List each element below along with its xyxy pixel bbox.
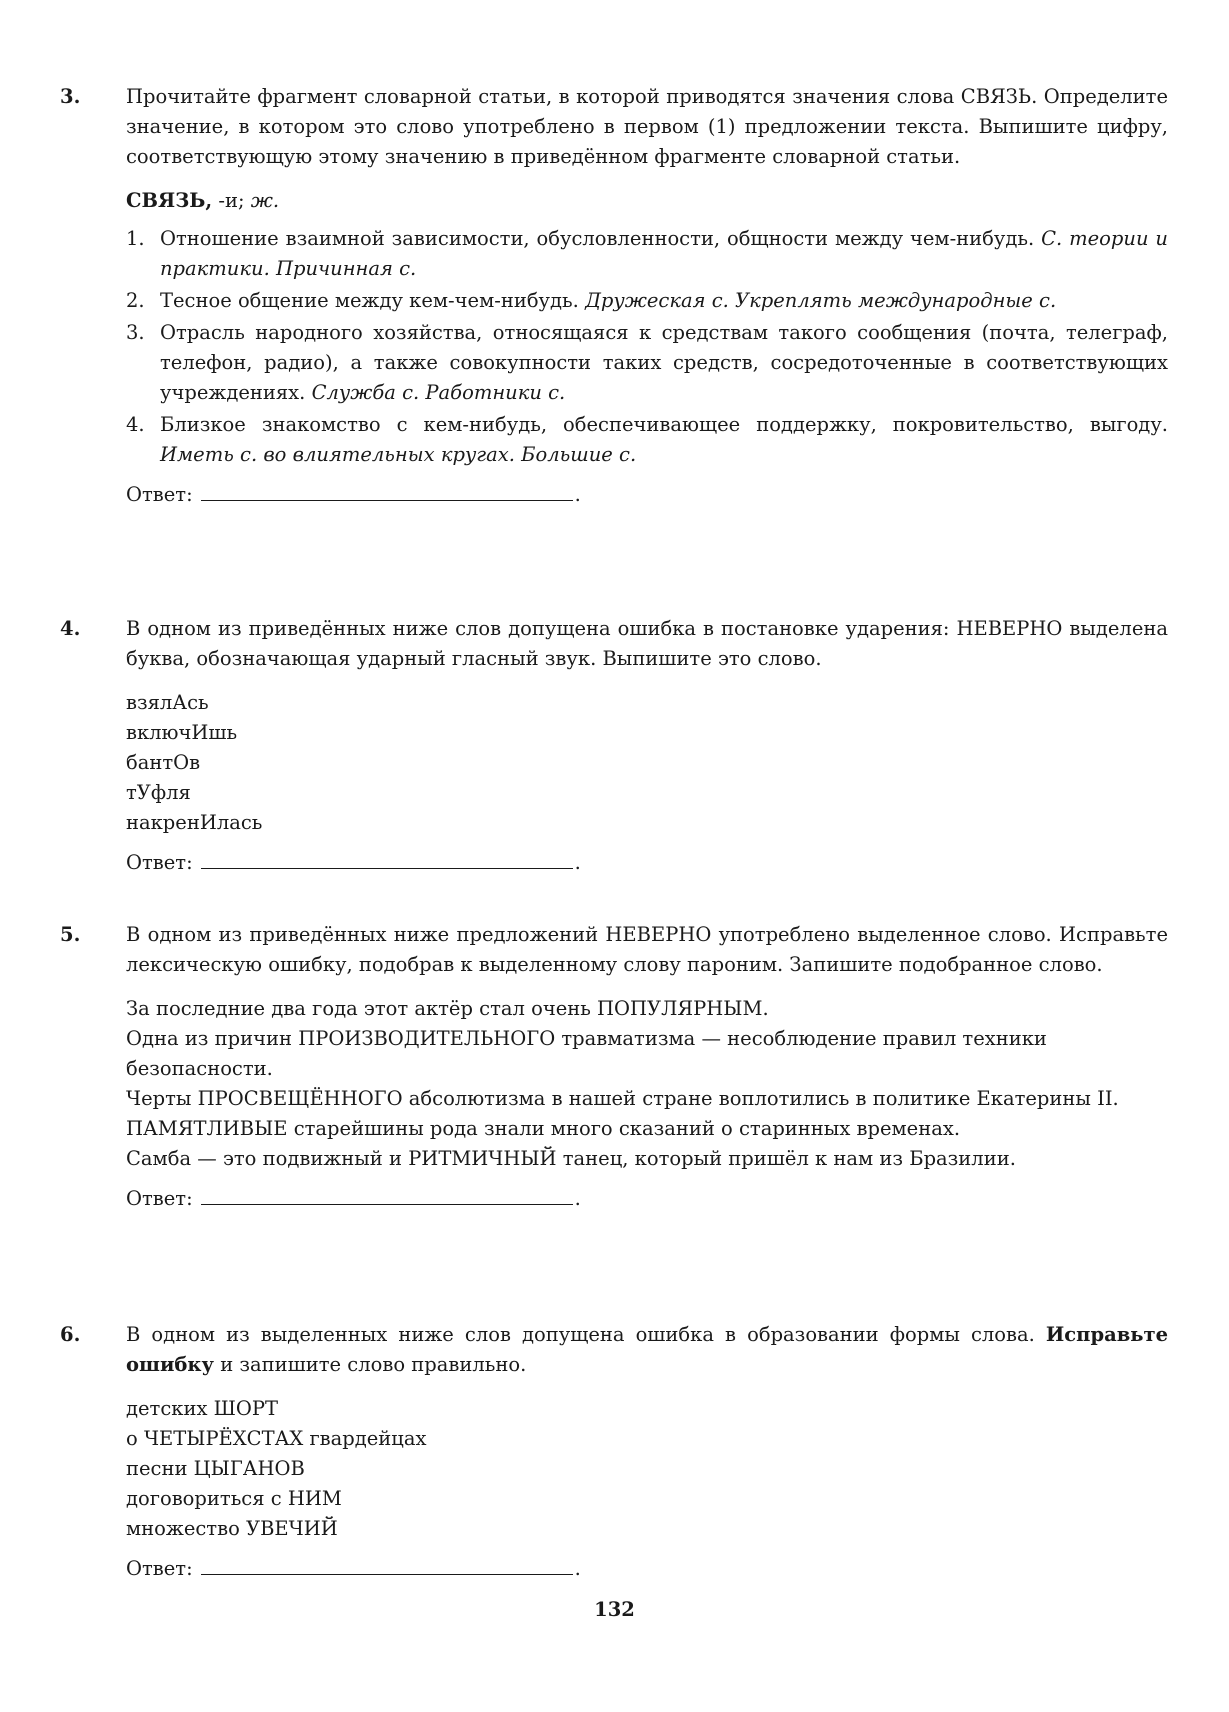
task-body (126, 1320, 1168, 1584)
answer-period: . (574, 1557, 581, 1580)
sentence-list (126, 994, 1168, 1174)
task-prompt: В одном из приведённых ниже предложений НЕВЕРНО употреблено выделенное слово. Исправьте лексическую ошибку, подобрав к выделенному слову пароним. Запишите подобранное слово. (126, 923, 1168, 976)
task-number: 3. (60, 85, 81, 108)
answer-label: Ответ: (126, 1557, 193, 1580)
task-body (126, 614, 1168, 878)
answer-field[interactable] (201, 1552, 573, 1575)
list-item: Одна из причин ПРОИЗВОДИТЕЛЬНОГО травматизма — несоблюдение правил техники безопасности. (126, 1027, 1047, 1080)
answer-period: . (574, 851, 581, 874)
task-6 (60, 1320, 1168, 1584)
answer-period: . (574, 1187, 581, 1210)
word-list (126, 688, 1168, 838)
meaning-text: Близкое знакомство с кем-нибудь, обеспечивающее поддержку, покровительство, выгоду. (160, 413, 1168, 436)
task-number: 6. (60, 1323, 81, 1346)
list-item: детских ШОРТ (126, 1397, 279, 1420)
answer-row (126, 846, 1168, 878)
list-item: множество УВЕЧИЙ (126, 1517, 338, 1540)
task-prompt: В одном из приведённых ниже слов допущена ошибка в постановке ударения: НЕВЕРНО выделена буква, обозначающая ударный гласный звук. Выпишите это слово. (126, 617, 1168, 670)
meaning-examples: С. теории и практики. Причинная с. (160, 227, 1168, 280)
answer-row (126, 1182, 1168, 1214)
meaning-item (126, 286, 1168, 316)
list-item: накренИлась (126, 811, 263, 834)
meaning-item (126, 224, 1168, 284)
meanings-list (126, 224, 1168, 470)
meaning-text: Тесное общение между кем-чем-нибудь. (160, 289, 586, 312)
meaning-examples: Дружеская с. Укреплять международные с. (585, 289, 1057, 312)
answer-label: Ответ: (126, 1187, 193, 1210)
task-body (126, 920, 1168, 1214)
headword: СВЯЗЬ, (126, 189, 213, 212)
prompt-text: В одном из выделенных ниже слов допущена ошибка в образовании формы слова. (126, 1323, 1046, 1346)
list-item: песни ЦЫГАНОВ (126, 1457, 305, 1480)
list-item: договориться с НИМ (126, 1487, 342, 1510)
meaning-number: 2. (126, 289, 145, 312)
answer-field[interactable] (201, 846, 573, 869)
list-item: Черты ПРОСВЕЩЁННОГО абсолютизма в нашей стране воплотились в политике Екатерины II. (126, 1087, 1119, 1110)
page-number: 132 (594, 1598, 635, 1621)
task-body (126, 82, 1168, 510)
meaning-text: Отношение взаимной зависимости, обусловленности, общности между чем-нибудь. (160, 227, 1042, 250)
prompt-emphasis: Исправьте ошибку (126, 1323, 1168, 1376)
gender-mark: ж. (250, 189, 280, 212)
task-3 (60, 82, 1168, 510)
task-number: 5. (60, 923, 81, 946)
word-list (126, 1394, 1168, 1544)
list-item: ПАМЯТЛИВЫЕ старейшины рода знали много сказаний о старинных временах. (126, 1117, 961, 1140)
meaning-number: 4. (126, 413, 145, 436)
list-item: бантОв (126, 751, 201, 774)
meaning-item (126, 410, 1168, 470)
meaning-item (126, 318, 1168, 408)
task-prompt: Прочитайте фрагмент словарной статьи, в которой приводятся значения слова СВЯЗЬ. Определите значение, в котором это слово употреблено в первом (1) предложении текста. Выпишите цифру, соответствующую этому значению в приведённом фрагменте словарной статьи. (126, 85, 1168, 168)
prompt-text: и запишите слово правильно. (214, 1353, 527, 1376)
answer-row (126, 478, 1168, 510)
grammar-info: -и; (212, 189, 251, 212)
answer-row (126, 1552, 1168, 1584)
meaning-text: Отрасль народного хозяйства, относящаяся к средствам такого сообщения (почта, телеграф, телефон, радио), а также совокупности таких средств, сосредоточенные в соответствующих учреждениях. (160, 321, 1168, 404)
list-item: включИшь (126, 721, 238, 744)
task-prompt (126, 1320, 1168, 1380)
task-5 (60, 920, 1168, 1214)
list-item: о ЧЕТЫРЁХСТАХ гвардейцах (126, 1427, 427, 1450)
answer-field[interactable] (201, 1182, 573, 1205)
list-item: За последние два года этот актёр стал очень ПОПУЛЯРНЫМ. (126, 997, 769, 1020)
dictionary-entry-head (126, 186, 1168, 216)
answer-label: Ответ: (126, 483, 193, 506)
list-item: взялАсь (126, 691, 209, 714)
meaning-number: 3. (126, 321, 145, 344)
meaning-number: 1. (126, 227, 145, 250)
list-item: Самба — это подвижный и РИТМИЧНЫЙ танец, который пришёл к нам из Бразилии. (126, 1147, 1016, 1170)
meaning-examples: Иметь с. во влиятельных кругах. Большие с. (160, 443, 637, 466)
task-number: 4. (60, 617, 81, 640)
task-4 (60, 614, 1168, 878)
answer-field[interactable] (201, 478, 573, 501)
meaning-examples: Служба с. Работники с. (311, 381, 566, 404)
answer-label: Ответ: (126, 851, 193, 874)
answer-period: . (574, 483, 581, 506)
list-item: тУфля (126, 781, 191, 804)
